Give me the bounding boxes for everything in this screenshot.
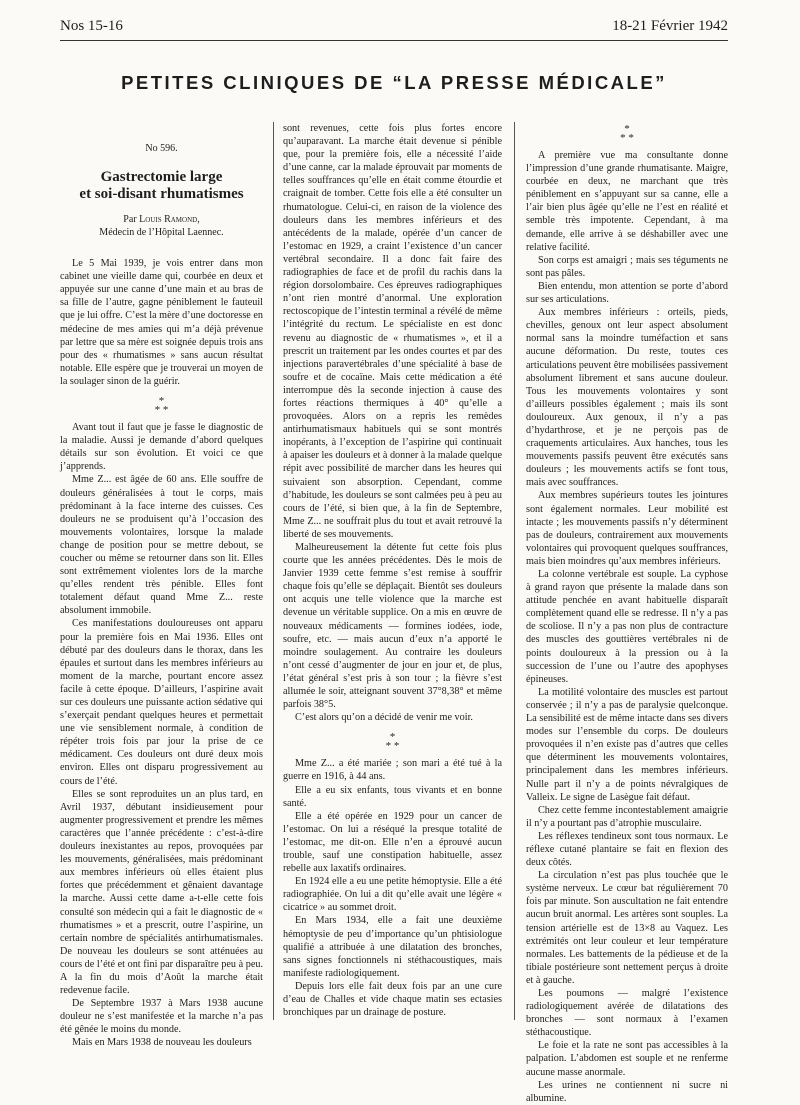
paragraph: La circulation n’est pas plus touchée que le système nerveux. Le cœur bat régulièrement 70 fois par minute. Son auscultation ne fait entendre aucun bruit anormal. Les artères sont souples. La tension artérielle est de 13×8 au Vaquez. Les extrémités ont leur couleur et leur température normales. Les battements de la pédieuse et de la tibiale postérieure sont nettement perçus à droite et à gauche. — [526, 870, 728, 986]
paragraph: En Mars 1934, elle a fait une deuxième hémoptysie de peu d’importance qu’un phtisiologue qualifié a attribuée à une dilatation des bronches, sans signes fonctionnels ni stéthacoustiques, mais manifeste radiologiquement. — [283, 915, 502, 979]
issue-date: 18-21 Février 1942 — [612, 18, 728, 34]
paragraph: Elles se sont reproduites un an plus tard, en Avril 1937, débutant insidieusement pour augmenter progressivement et prendre les mêmes caractères que l’année précédente : c’est-à-dire douleurs inexistantes au repos, provoquées par les mouvements, généralisées, mais prédominant aux membres inférieurs où elles étaient plus fortes que précédemment et gênaient davantage la marche. Aussi cette dame a-t-elle cette fois consulté son médecin qui a fait le diagnostic de « rhumatismes » et a prescrit, outre l’aspirine, un certain nombre de spécialités antirhumatismales. De nouveau les douleurs se sont atténuées au cours de l’été et ont fini par disparaître peu à peu. A la fin du mois d’Août la marche était redevenue facile. — [60, 788, 263, 997]
section-stars: * * * — [620, 123, 634, 144]
paragraph: Mme Z... a été mariée ; son mari a été tué à la guerre en 1916, à 44 ans. — [283, 758, 502, 783]
column-1 — [60, 122, 263, 1049]
column-3 — [526, 122, 728, 1104]
section-stars: * * * — [154, 395, 169, 417]
paragraph: Depuis lors elle fait deux fois par an une cure d’eau de Challes et vide chaque matin ses ectasies bronchiques par un drainage de posture. — [283, 980, 502, 1019]
paragraph: La colonne vertébrale est souple. La cyphose à grand rayon que présente la malade dans son attitude penchée en avant habituelle disparaît complètement quand elle se redresse. Il n’y a pas de scoliose. Il n’y a pas non plus de contracture des muscles des gouttières vertébrales ni de points douloureux à la pression ou à la succession de l’une ou l’autre des apophyses épineuses. — [526, 569, 728, 685]
author-name: Louis Ramond, — [139, 214, 200, 226]
issue-number: Nos 15-16 — [60, 18, 123, 34]
paragraph: Elle a été opérée en 1929 pour un cancer de l’estomac. On lui a réséqué la presque totalité de l’estomac, me dit-on. Elle n’en a éprouvé aucun trouble, sauf une constipation habituelle, assez rebelle aux laxatifs ordinaires. — [283, 810, 502, 875]
paragraph: Mais en Mars 1938 de nouveau les douleurs — [72, 1037, 252, 1049]
paragraph: Ces manifestations douloureuses ont apparu pour la première fois en Mai 1936. Elles ont débuté par des douleurs dans le thorax, dans les épaules et surtout dans les membres inférieurs au moment de la marche, pourtant encore assez facile à cette époque. D’ailleurs, l’aspirine avait sur ces douleurs une puissante action sédative qui s’exerçait pendant quelques heures et permettait une vie sensiblement normale, à condition de répéter trois fois par jour la prise de ce médicament. Ces douleurs ont duré deux mois environ. Elles ont disparu progressivement au cours de l’été. — [60, 618, 263, 787]
paragraph: Aux membres supérieurs toutes les jointures sont également normales. Leur mobilité est intacte ; les mouvements passifs n’y déterminent pas de douleurs, contrairement aux mouvements volontaires qui provoquent quelques souffrances, mais bien moindres qu’aux membres inférieurs. — [526, 490, 728, 567]
page-title: PETITES CLINIQUES DE “LA PRESSE MÉDICALE” — [121, 72, 667, 93]
paragraph: Mme Z... est âgée de 60 ans. Elle souffre de douleurs généralisées à tout le corps, mais prédominant à la face interne des cuisses. Ces douleurs ne se produisent qu’à l’occasion des mouvements volontaires, lorsque la malade change de position pour se mettre debout, se coucher ou même se retourner dans son lit. Elles sont extrêmement violentes lors de la marche qu’elles rendent très pénible. Elles font totalement défaut quand Mme Z... reste absolument immobile. — [60, 474, 263, 617]
paragraph: C’est alors qu’on a décidé de venir me voir. — [295, 712, 473, 724]
author-prefix: Par — [123, 214, 137, 226]
byline — [60, 213, 263, 239]
paragraph: Le foie et la rate ne sont pas accessibles à la palpation. L’abdomen est souple et ne renferme aucune masse anormale. — [526, 1040, 728, 1078]
page-header — [60, 18, 728, 42]
article-title — [60, 169, 263, 203]
paragraph: Le 5 Mai 1939, je vois entrer dans mon cabinet une vieille dame qui, courbée en deux et appuyée sur une canne d’une main et au bras de sa fille de l’autre, gagne péniblement le fauteuil que je lui offre. C’est la mère d’une doctoresse en médecine de mes amies qui m’a déjà prévenue par lettre que sa mère est soignée depuis trois ans pour des « rhumatismes » sans aucun résultat notable. Elle espère que je trouverai un moyen de la soulager sinon de la guérir. — [60, 258, 263, 387]
article-title-line-1: Gastrectomie large — [100, 169, 223, 186]
paragraph: La motilité volontaire des muscles est partout conservée ; il n’y a pas de paralysie quelconque. La sensibilité est de même intacte dans ses divers modes sur l’ensemble du corps. De douleurs provoquées il n’en existe pas d’autres que celles que déterminent les mouvements volontaires, principalement dans les membres inférieurs. Nulle part il n’y a de points névralgiques de Valleix. Le signe de Lasègue fait défaut. — [526, 686, 728, 803]
paragraph: Malheureusement la détente fut cette fois plus courte que les années précédentes. Dès le mois de Janvier 1939 cette femme s’est remise à souffrir chaque fois qu’elle se déplaçait. Bientôt ses douleurs ont acquis une telle violence que la marche est devenue un véritable supplice. On a mis en œuvre de nouveaux médicaments — formines iodées, iode, soufre, etc. — mais aucun d’eux n’a apporté le moindre soulagement. Au contraire les douleurs n’ont cessé d’augmenter de jour en jour et, de plus, l’état général s’est pris à son tour ; la fièvre s’est allumée le soir, atteignant souvent 37°8,38° et même parfois 38°5. — [283, 542, 502, 711]
author-affiliation: Médecin de l’Hôpital Laennec. — [99, 227, 224, 239]
paragraph: Les poumons — malgré l’existence radiologiquement avérée de dilatations des bronches — sont normaux à l’examen stéthacoustique. — [526, 988, 728, 1039]
paragraph: A première vue ma consultante donne l’impression d’une grande rhumatisante. Maigre, courbée en deux, ne marchant que très péniblement en s’appuyant sur sa canne, elle a l’air bien plus âgée qu’elle ne l’est en réalité et semble très impotente. Cependant, à ma demande, elle arrive à se déshabiller avec une relative facilité. — [526, 150, 728, 253]
paragraph: En 1924 elle a eu une petite hémoptysie. Elle a été radiographiée. On lui a dit qu’elle avait une légère « cicatrice » au sommet droit. — [283, 876, 502, 914]
column-2 — [283, 122, 502, 1022]
paragraph: Elle a eu six enfants, tous vivants et en bonne santé. — [283, 784, 502, 809]
paragraph: Son corps est amaigri ; mais ses téguments ne sont pas pâles. — [526, 254, 728, 279]
paragraph: Aux membres inférieurs : orteils, pieds, chevilles, genoux ont leur aspect absolument normal sans la moindre tuméfaction et sans aucune déformation. Du reste, toutes ces articulations peuvent être mobilisées passivement absolument librement et sans aucune douleur. Tous les mouvements volontaires y sont d’ailleurs possibles également ; mais ils sont douloureux. Aux genoux, il n’y a pas d’hydarthrose, et je ne perçois pas de craquements articulaires. Aux hanches, tous les mouvements passifs peuvent être exécutés sans douleurs ; les mouvements actifs se font tous, mais avec souffrances. — [526, 307, 728, 489]
article-number: No 596. — [145, 143, 178, 154]
paragraph: Bien entendu, mon attention se porte d’abord sur ses articulations. — [526, 280, 728, 306]
column-divider-2 — [514, 122, 515, 1020]
paragraph: Les urines ne contiennent ni sucre ni albumine. — [526, 1079, 728, 1104]
article-title-line-2: et soi-disant rhumatismes — [79, 186, 244, 203]
paragraph: De Septembre 1937 à Mars 1938 aucune douleur ne s’est manifestée et la marche n’a pas été gênée le moins du monde. — [60, 998, 263, 1036]
header-rule — [60, 40, 728, 41]
paragraph: Les réflexes tendineux sont tous normaux. Le réflexe cutané plantaire se fait en flexion des deux côtés. — [526, 830, 728, 869]
paragraph: sont revenues, cette fois plus fortes encore qu’auparavant. La marche était devenue si pénible que, pour la première fois, elle a nécessité l’aide d’une canne, car la malade éprouvait par moments de telles souffrances qu’elle en était comme étourdie et craignait de tomber. Cette fois elle a été consulter un rhumatologue. Celui-ci, en raison de la violence des douleurs dans les membres inférieurs et des antécédents de la malade, opérée d’un cancer de l’estomac en 1929, a craint l’existence d’un cancer vertébral secondaire. Il a donc fait faire des radiographies de face et de profil du rachis dans la région dorsolombaire. Ces épreuves radiographiques n’ont rien montré d’anormal. Une exploration rectoscopique de l’intestin terminal a révélé de même l’intégrité du rectum. Le spécialiste en est donc revenu au diagnostic de « rhumatismes », et il a prescrit un traitement par les ondes courtes et par des injections paravertébrales d’une spécialité à base de soufre et de cocaïne. Mais cette médication a été interrompue dès la seconde injection à cause des fortes réactions thermiques à 40° qu’elle a provoquées. Alors on a repris les remèdes antirhumatismaux habituels qui se sont montrés inopérants, à l’exception de l’aspirine qui continuait à apaiser les douleurs et à donner à la malade quelque répit avec possibilité de marcher dans les heures qui suivaient son absorption. Cependant, comme d’habitude, les douleurs se sont calmées peu à peu au cours de l’été, si bien que, à la fin de Septembre, Mme Z... ne souffrait plus du tout et avait retrouvé la liberté de ses mouvements. — [283, 123, 502, 540]
paragraph: Avant tout il faut que je fasse le diagnostic de la maladie. Aussi je demande d’abord quelques détails sur son évolution. Et voici ce que j’apprends. — [60, 422, 263, 473]
column-divider-1 — [273, 122, 274, 1020]
section-stars: * * * — [385, 731, 400, 753]
paragraph: Chez cette femme incontestablement amaigrie il n’y a pourtant pas d’atrophie musculaire. — [526, 804, 728, 829]
